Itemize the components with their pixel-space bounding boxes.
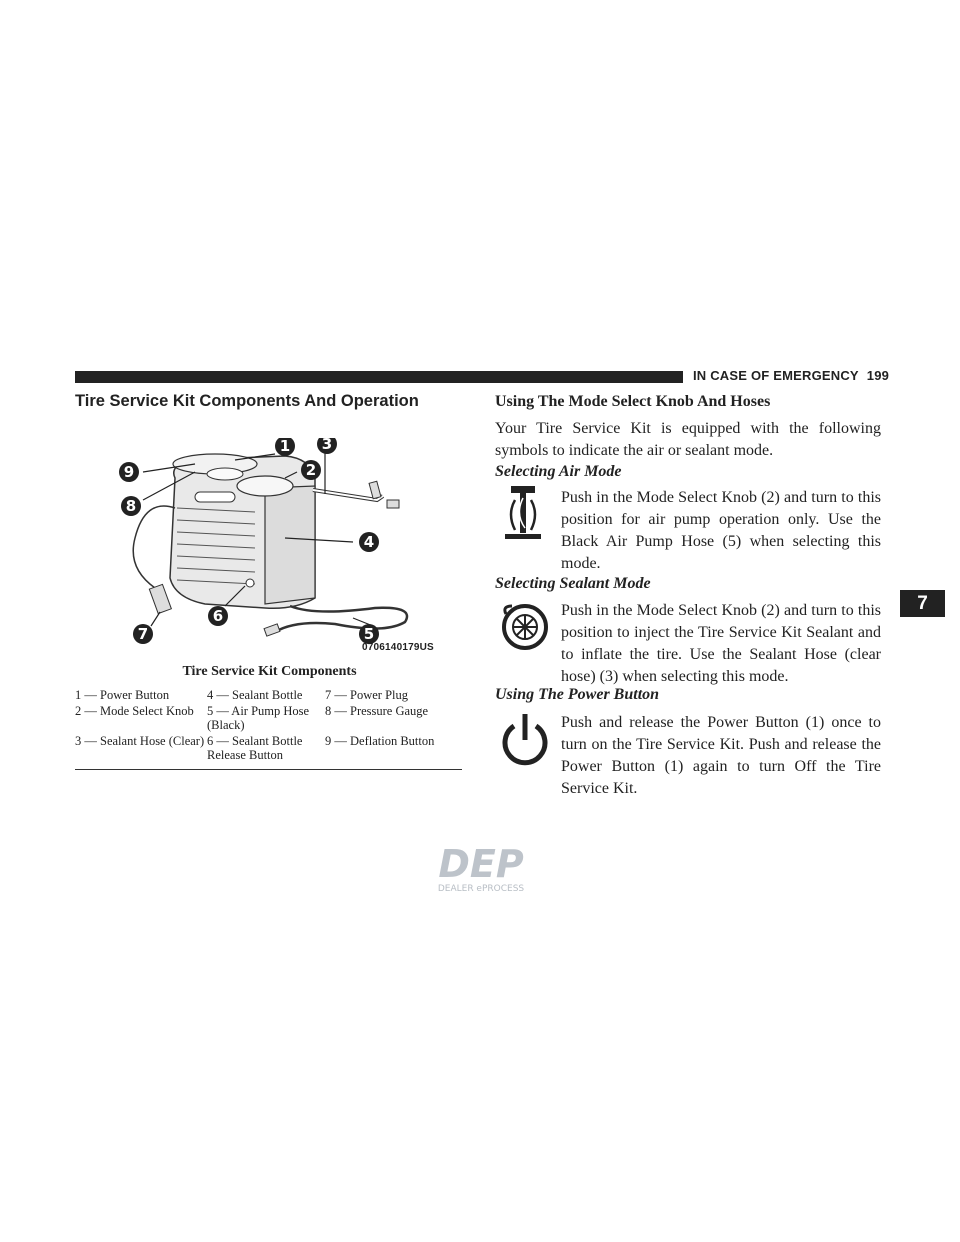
legend-cell: 3 — Sealant Hose (Clear) [75,734,205,748]
callout-4: 4 [363,533,375,551]
callout-8: 8 [125,497,137,515]
callout-1: 1 [279,438,291,455]
dealer-eprocess-logo [418,845,544,895]
callout-2: 2 [305,461,317,479]
page-number: 199 [866,368,890,383]
logo-text: DEP [438,845,524,886]
sealant-mode-text: Push in the Mode Select Knob (2) and turn to this position to inject the Tire Service Kit Sealant and to inflate the tire. Use the Sealant Hose (clear hose) (3) when selecting this mode. [561,602,881,685]
power-button-text: Push and release the Power Button (1) once to turn on the Tire Service Kit. Push and release the Power Button (1) again to turn Off the Tire Service Kit. [561,714,881,797]
header-rule [75,371,683,383]
legend-cell: 6 — Sealant Bottle Release Button [207,734,303,762]
figure-caption: Tire Service Kit Components [182,664,357,679]
header-section: IN CASE OF EMERGENCY [693,368,859,383]
legend-cell: 9 — Deflation Button [325,734,435,748]
tire-service-kit-figure [115,438,465,658]
legend-table [75,688,465,764]
logo-subtext: DEALER ePROCESS [437,884,525,894]
legend-cell: 1 — Power Button [75,688,170,702]
section-heading: Using The Mode Select Knob And Hoses [495,393,771,410]
legend-row [75,734,465,762]
sealant-tire-icon [500,602,550,652]
callout-5: 5 [363,625,375,643]
legend-row [75,704,465,732]
callout-9: 9 [123,463,135,481]
air-pump-icon [503,484,543,542]
figure-code: 0706140179US [362,642,434,653]
air-mode-text: Push in the Mode Select Knob (2) and turn to this position for air pump operation only. Use the Black Air Pump Hose (5) when selecting this mode. [561,489,881,572]
chapter-tab: 7 [900,590,945,617]
legend-cell: 4 — Sealant Bottle [207,688,303,702]
legend-cell: 7 — Power Plug [325,688,408,702]
section-title: Tire Service Kit Components And Operation [75,392,419,410]
sealant-mode-heading: Selecting Sealant Mode [495,575,651,592]
running-header [693,368,889,383]
legend-row [75,688,465,702]
legend-rule [75,769,462,770]
power-button-heading: Using The Power Button [495,686,660,703]
legend-cell: 2 — Mode Select Knob [75,704,194,718]
callout-3: 3 [321,438,333,453]
intro-paragraph: Your Tire Service Kit is equipped with the following symbols to indicate the air or sealant mode. [495,420,881,459]
legend-cell: 8 — Pressure Gauge [325,704,429,718]
callout-7: 7 [137,625,149,643]
power-icon [500,712,550,770]
legend-cell: 5 — Air Pump Hose (Black) [207,704,310,732]
air-mode-heading: Selecting Air Mode [495,463,622,480]
callout-6: 6 [212,607,224,625]
